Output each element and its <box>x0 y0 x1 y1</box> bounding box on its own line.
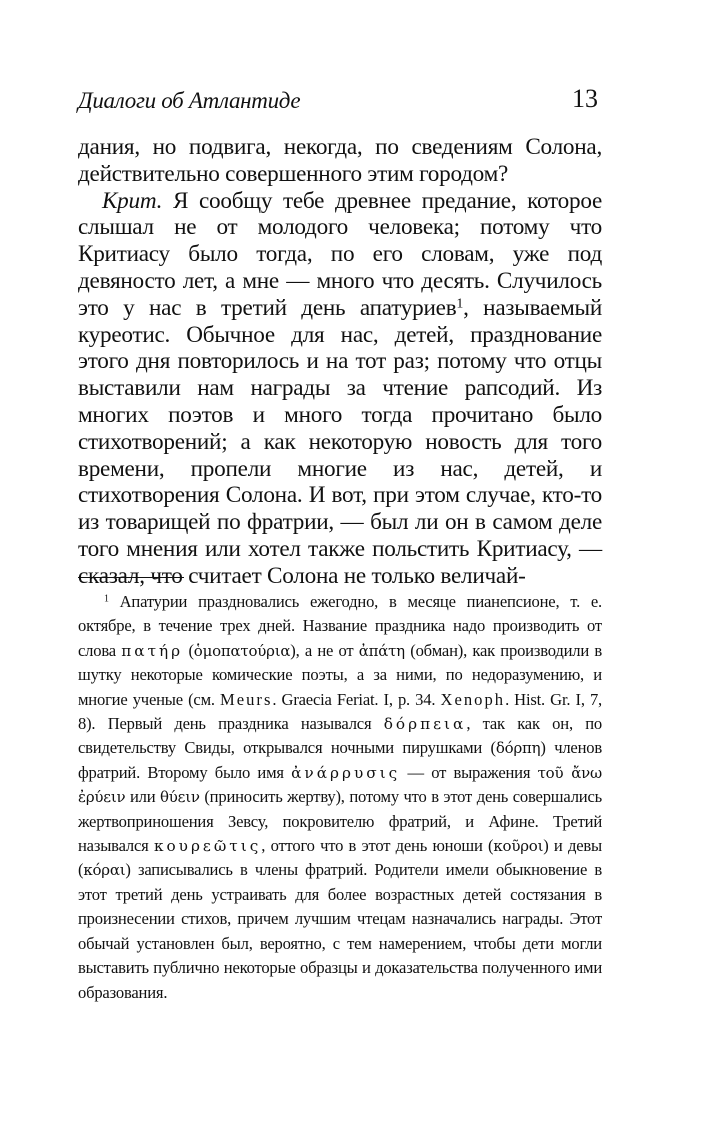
footnote-text: ) членов фратрий. Второму было имя <box>78 738 603 782</box>
greek-word: κοῦροι <box>493 837 544 856</box>
greek-word: ὁμοπατούρια <box>193 641 291 660</box>
greek-word: ἀπάτη <box>358 641 405 660</box>
greek-word: τοῦ ἄνω ἐρύειν <box>78 763 602 807</box>
greek-word: ἀνάρρυσις <box>291 763 401 782</box>
footnote-ref: 1 <box>456 296 464 312</box>
footnote-marker: 1 <box>104 593 109 605</box>
paragraph: дания, но подвига, некогда, по сведениям Солона, действительно совершенного этим городом? <box>78 134 602 187</box>
greek-word: θύειν <box>160 788 200 807</box>
greek-word: κόραι <box>83 861 126 880</box>
paragraph-text: , называемый куреотис. Обычное для нас, детей, празднование этого дня повторилось и на тот раз; потому что отцы выставили нам награды за чтение рапсодий. Из многих поэтов и много тогда прочитано было стихотворений; а как некоторую новость для того времени, пропели многие из нас, детей, и стихотворения Солона. И вот, при этом случае, кто-то из товарищей по фратрии, — был ли он в самом деле того мнения или хотел также польстить Критиасу, — сказал, что считает Солона не только величай- <box>78 294 603 589</box>
footnote-text: ( <box>183 640 194 660</box>
footnote-text: , оттого что в этот день юноши ( <box>261 836 494 856</box>
footnote-text: или <box>125 787 160 807</box>
author-name: Xenoph <box>440 689 506 709</box>
footnote-separator <box>78 577 184 578</box>
page-number: 13 <box>572 84 598 113</box>
footnote-text: (приносить жертву), потому что в этот день совершались жертвоприношения Зевсу, покровителю фратрий, и Афине. Третий назывался <box>78 787 602 856</box>
footnote <box>78 590 602 1005</box>
footnote-text: ), а не от <box>290 640 359 660</box>
footnote-text: Апатурии праздновались ежегодно, в месяце пианепсионе, т. е. октябре, в течение трех дней. Название праздника надо производить от слова <box>78 592 602 660</box>
footnote-text: (обман), как производили в шутку некоторые комические поэты, а за ними, по недоразумению, и многие ученые (см. <box>78 640 602 709</box>
main-text <box>78 134 602 590</box>
footnote-text: ) записывались в члены фратрий. Родители имели обыкновение в этот третий день устраивать для более возрастных детей состязания в произнесении стихов, причем лучшим чтецам назначались награды. Этот обычай установлен был, вероятно, с тем намерением, чтобы дети могли выставить публично некоторые образцы и доказательства полученного ими образования. <box>78 860 602 1002</box>
speaker-name: Крит. <box>102 187 163 214</box>
footnote-text: — от выражения <box>400 762 538 782</box>
page-header <box>78 84 600 120</box>
author-name: Meurs <box>220 689 273 709</box>
greek-word: δόρπη <box>495 739 541 758</box>
greek-word: πατήρ <box>121 641 184 660</box>
paragraph <box>78 188 602 590</box>
footnote-paragraph <box>78 590 602 1005</box>
greek-word: κουρεῶτις <box>153 837 262 856</box>
footnote-text: , так как он, по свидетельству Свиды, открывался ночными пирушками ( <box>78 714 602 758</box>
greek-word: δόρπεια <box>383 715 467 734</box>
running-head: Диалоги об Атлантиде <box>78 88 301 113</box>
footnote-text: ) и девы ( <box>78 836 602 880</box>
footnote-text: . Hist. Gr. I, 7, 8). Первый день праздника назывался <box>78 689 602 734</box>
footnote-text: . Graecia Feriat. I, p. 34. <box>272 689 441 709</box>
paragraph-text: Я сообщу тебе древнее предание, которое слышал не от молодого человека; потому что Критиасу было тогда, по его словам, уже под девяносто лет, а мне — много что десять. Случилось это у нас в третий день апатуриев <box>78 187 602 321</box>
